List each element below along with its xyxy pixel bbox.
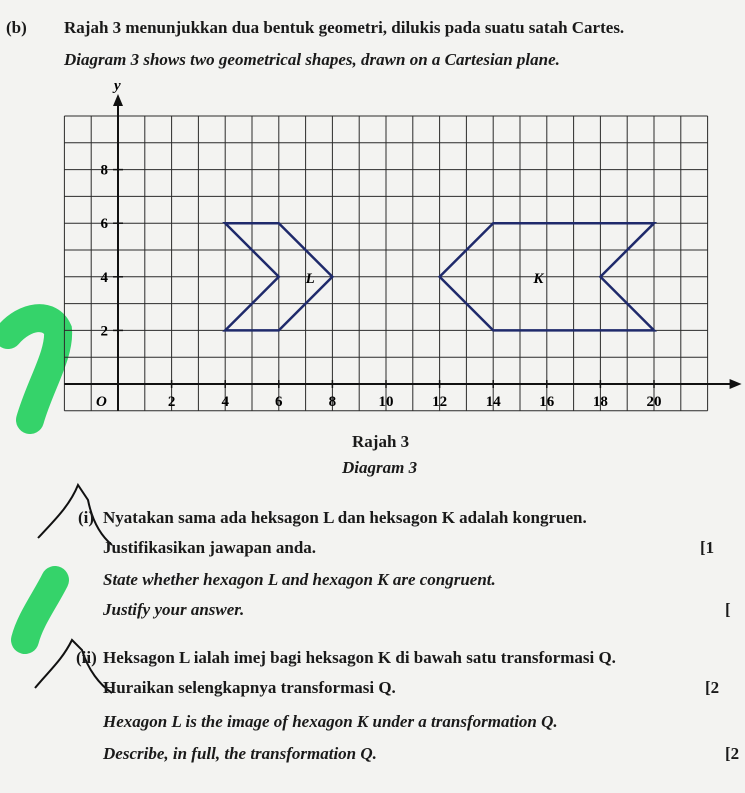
question-i-malay-2: Justifikasikan jawapan anda. [103, 538, 317, 557]
x-tick-label: 6 [275, 394, 283, 410]
axes [64, 94, 741, 411]
part-label: (b) [6, 18, 27, 37]
x-tick-label: 8 [328, 394, 337, 410]
english-intro: Diagram 3 shows two geometrical shapes, drawn on a Cartesian plane. [64, 50, 560, 69]
question-i-malay-1: Nyatakan sama ada heksagon L dan heksagon K adalah kongruen. [103, 508, 587, 527]
x-tick-label: 10 [378, 394, 394, 410]
x-tick-label: 2 [167, 394, 176, 410]
question-i-number: (i) [78, 508, 95, 527]
caption-english: Diagram 3 [342, 458, 418, 477]
check-mark-i [38, 485, 112, 545]
malay-intro: Rajah 3 menunjukkan dua bentuk geometri, dilukis pada suatu satah Cartes. [64, 18, 625, 37]
question-ii-malay-1: Heksagon L ialah imej bagi heksagon K di bawah satu transformasi Q. [103, 648, 616, 667]
hexagon-K-label: K [533, 270, 544, 287]
y-tick-label: 8 [100, 162, 108, 179]
hexagon-L-label: L [305, 270, 315, 287]
y-tick-label: 4 [100, 269, 108, 286]
x-tick-label: 12 [432, 394, 448, 410]
caption-malay: Rajah 3 [352, 432, 410, 451]
question-i-marks-malay: [1 [700, 538, 715, 557]
highlight-stroke-mid [25, 580, 55, 640]
question-i-english-1: State whether hexagon L and hexagon K are congruent. [103, 570, 496, 589]
question-ii-malay-2: Huraikan selengkapnya transformasi Q. [103, 678, 396, 697]
y-axis-label: y [114, 78, 121, 94]
question-ii-marks-malay: [2 [705, 678, 720, 697]
y-tick-labels [101, 163, 124, 340]
y-axis-arrow [113, 94, 123, 106]
y-tick-label: 2 [100, 323, 108, 340]
x-tick-label: 18 [592, 394, 608, 410]
x-tick-label: 16 [539, 394, 555, 410]
question-ii-number: (ii) [76, 648, 97, 667]
x-tick-label: 20 [646, 394, 662, 410]
question-ii-marks-english: [2 [725, 744, 740, 763]
x-tick-label: 14 [485, 394, 501, 410]
origin-label: O [96, 394, 107, 410]
question-ii-english-2: Describe, in full, the transformation Q. [103, 744, 377, 763]
y-tick-label: 6 [100, 216, 108, 233]
x-axis-arrow [730, 379, 742, 389]
question-i-marks-english: [ [725, 600, 731, 619]
question-i-english-2: Justify your answer. [103, 600, 245, 619]
x-tick-label: 4 [221, 394, 229, 410]
check-mark-ii [35, 640, 112, 693]
question-ii-english-1: Hexagon L is the image of hexagon K under a transformation Q. [103, 712, 558, 731]
grid [64, 116, 707, 411]
